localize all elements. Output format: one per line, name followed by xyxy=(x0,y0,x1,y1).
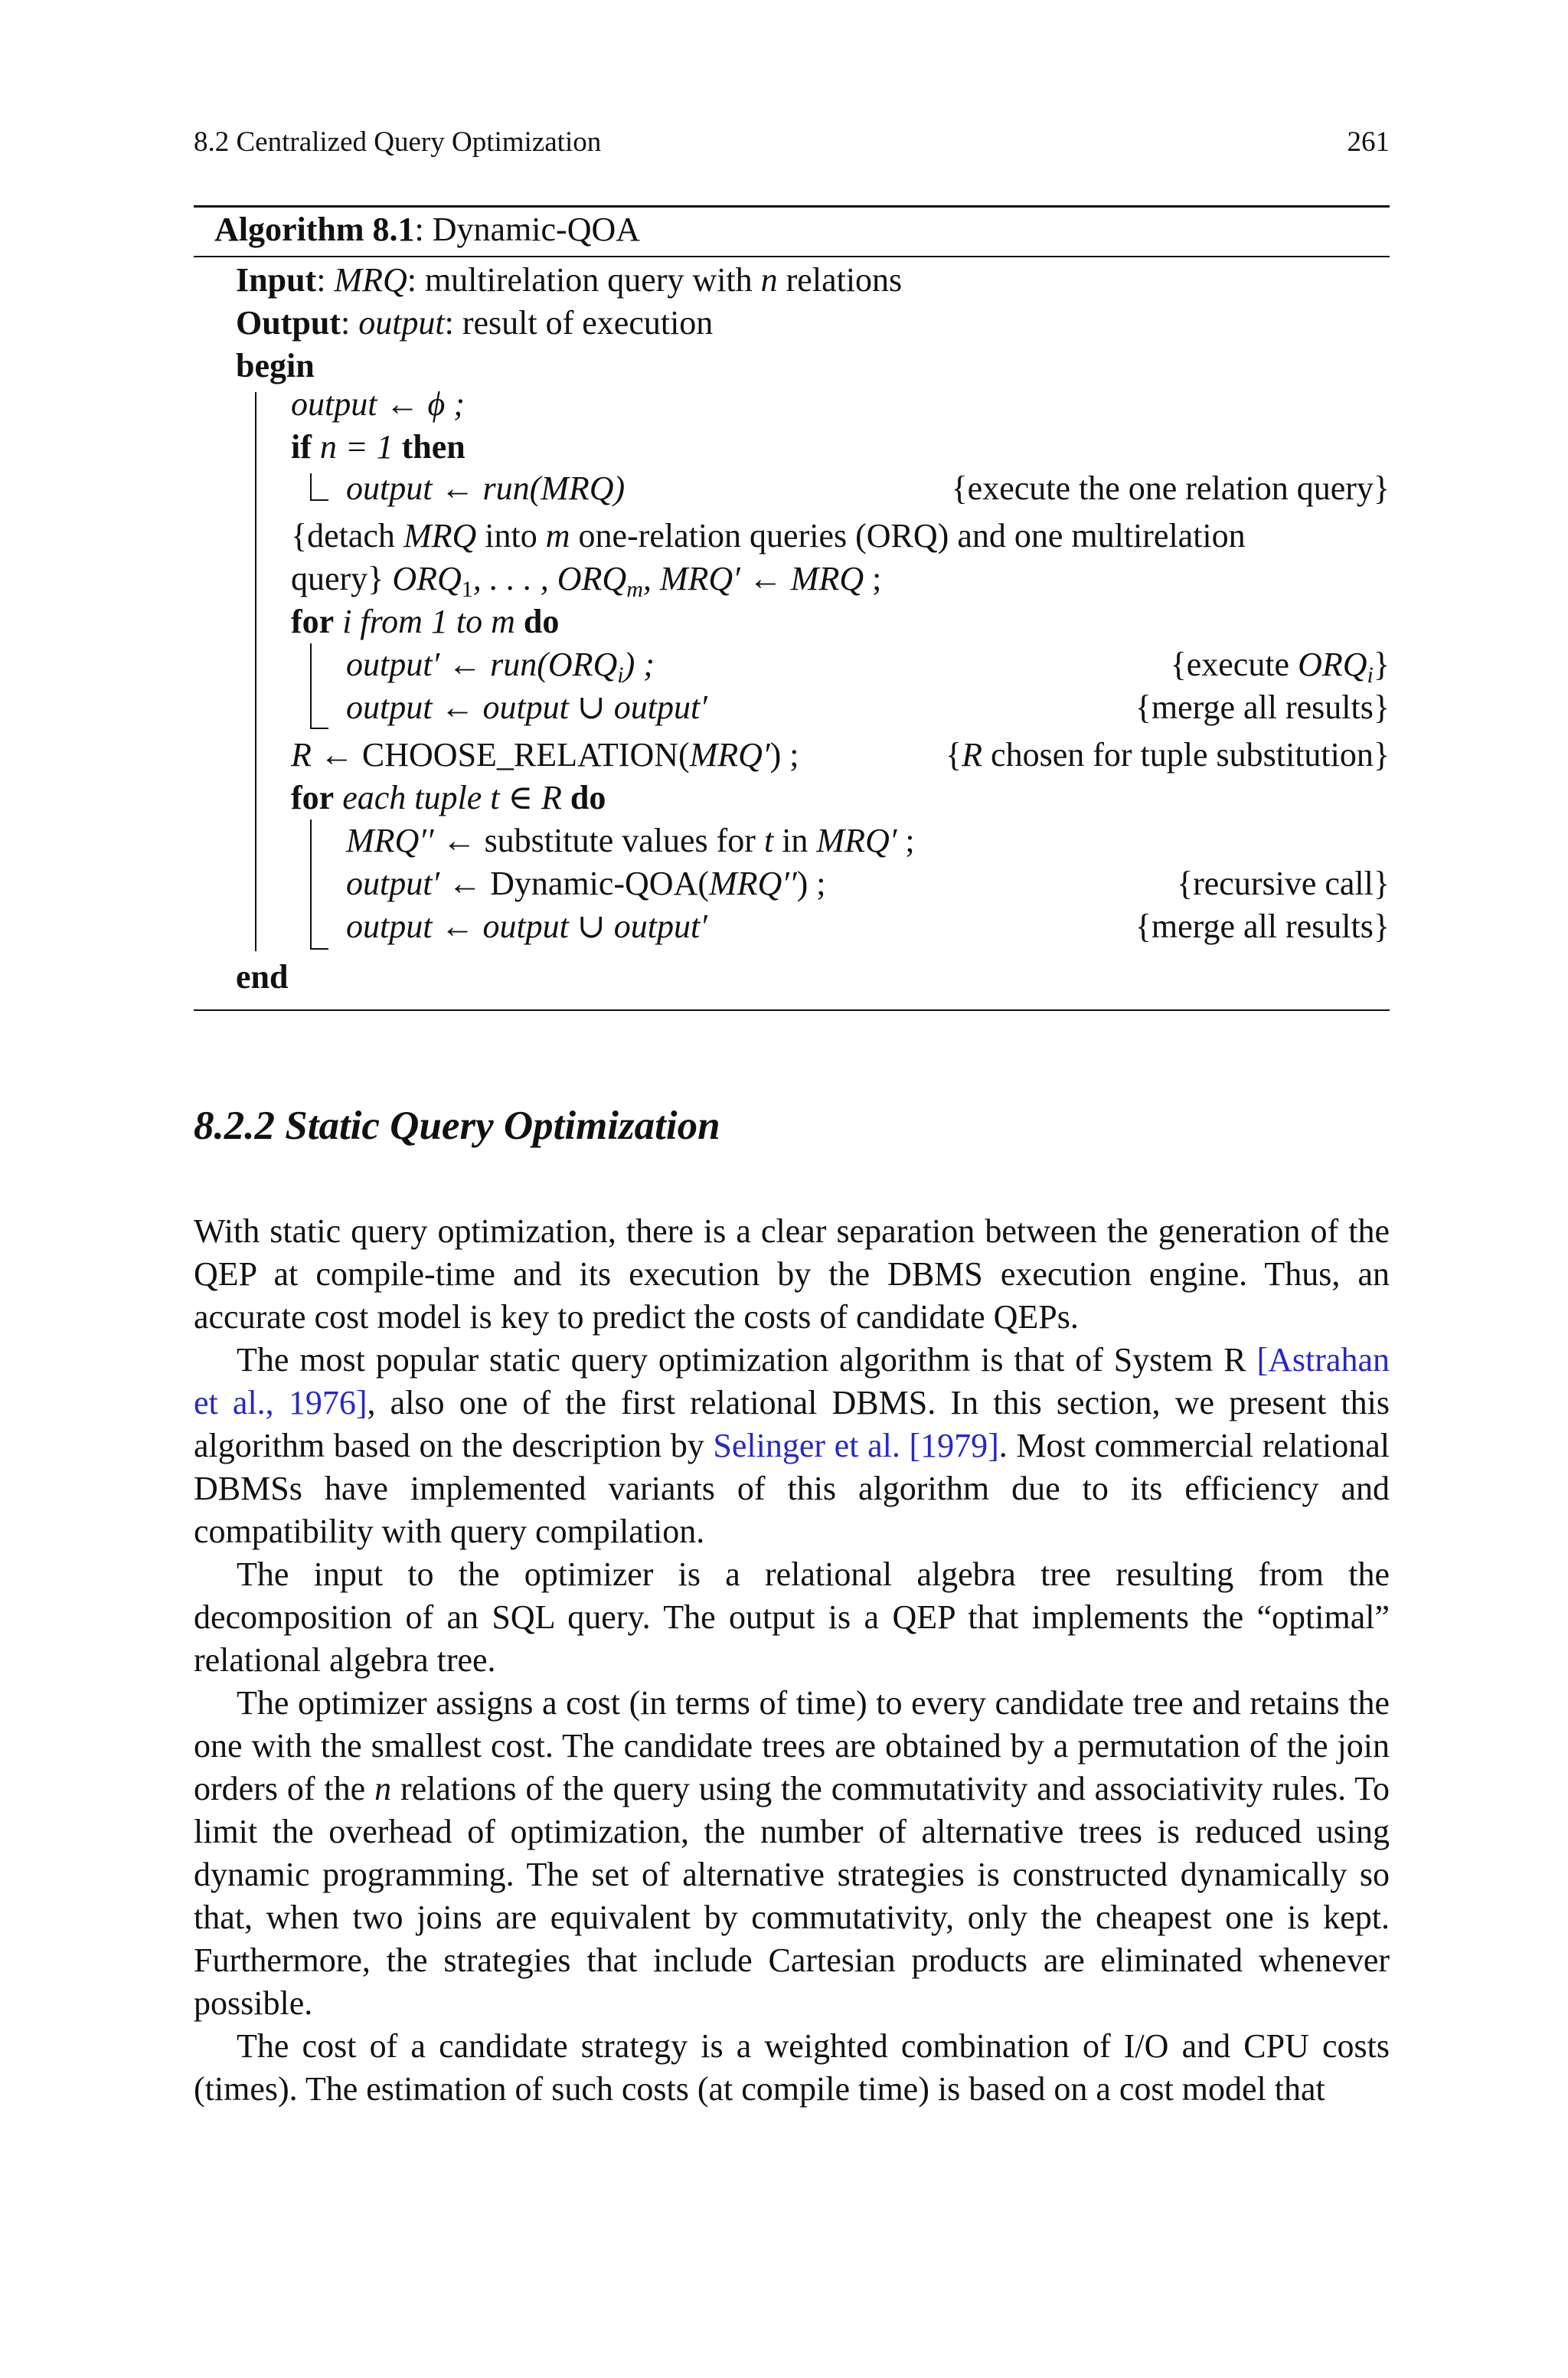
page-number: 261 xyxy=(1347,126,1390,158)
choose-arg: MRQ′ xyxy=(689,736,770,774)
comment-choose xyxy=(946,734,1390,777)
algorithm-line-merge-1: output ← output ∪ output′ xyxy=(346,689,707,726)
run-orq-close: ) ; xyxy=(623,646,655,683)
choose-call: ← CHOOSE_RELATION( xyxy=(311,736,690,774)
semicolon: ; xyxy=(864,560,882,597)
if-condition: n = 1 xyxy=(311,428,402,466)
sub-mrq2: MRQ′′ xyxy=(346,822,434,859)
algorithm-line-run: output ← run(MRQ) xyxy=(346,469,626,507)
input-var: MRQ xyxy=(334,261,407,299)
detach-m: m xyxy=(545,517,570,554)
algorithm-line-recursive xyxy=(346,862,825,905)
comment-choose-text: chosen for tuple substitution} xyxy=(982,736,1390,774)
section-heading: 8.2.2 Static Query Optimization xyxy=(194,1104,720,1148)
algorithm-for-line-2 xyxy=(291,777,606,819)
for-keyword: for xyxy=(291,603,335,640)
algorithm-line-init: output ← ϕ ; xyxy=(291,385,465,423)
paragraph-1: With static query optimization, there is a clear separation between the generation of the QEP at compile-time and its execution by the DBMS execution engine. Thus, an accurate cost model is key to predict the costs of candidate QEPs. xyxy=(194,1212,1390,1336)
sub-mrq1: MRQ′ xyxy=(816,822,897,859)
detach-text: {detach xyxy=(291,517,403,554)
sub-in: in xyxy=(773,822,817,859)
if-keyword: if xyxy=(291,428,312,466)
comment-orq-sub: i xyxy=(1367,662,1374,688)
for-range: i from 1 to m xyxy=(334,603,524,640)
if-block-bracket xyxy=(310,473,312,501)
output-keyword: Output xyxy=(236,304,341,342)
for-block-bracket-1-foot xyxy=(310,728,328,729)
algorithm-line-merge-2: output ← output ∪ output′ xyxy=(346,908,707,945)
if-block-bracket-foot xyxy=(310,499,328,501)
mrq-assign: , MRQ′ ← MRQ xyxy=(642,560,864,597)
algorithm-input-line: Input: MRQ: multirelation query with n relations xyxy=(236,261,903,299)
choose-close: ) ; xyxy=(769,736,799,774)
input-keyword: Input xyxy=(236,261,317,299)
for-block-bracket-2-foot xyxy=(310,948,328,950)
comment-orq: ORQ xyxy=(1298,646,1367,683)
orq-range: , . . . , ORQ xyxy=(472,560,627,597)
rec-output: output′ xyxy=(346,865,440,902)
for-block-bracket-2 xyxy=(310,819,312,950)
input-n: n xyxy=(760,261,778,299)
detach-rest: one-relation queries (ORQ) and one multirelation xyxy=(570,517,1246,554)
sub-t: t xyxy=(763,822,774,859)
paragraph-4 xyxy=(194,1682,1390,2025)
p2-text-c: . Most commercial relational DBMSs have implemented variants of this algorithm due to its efficiency and compatibility with query compilation. xyxy=(194,1427,1390,1550)
run-orq-sub: i xyxy=(617,662,624,688)
for-block-bracket-1 xyxy=(310,643,312,729)
algorithm-choose-line xyxy=(291,734,799,777)
rec-close: ) ; xyxy=(796,865,826,902)
paragraph-3: The input to the optimizer is a relational algebra tree resulting from the decomposition of an SQL query. The output is a QEP that implements the “optimal” relational algebra tree. xyxy=(194,1555,1390,1679)
algorithm-detach-line-1 xyxy=(291,515,1246,558)
algorithm-caption xyxy=(214,208,640,251)
p4-n: n xyxy=(374,1770,392,1807)
citation-selinger[interactable]: Selinger et al. [1979] xyxy=(713,1427,999,1464)
paragraph-5: The cost of a candidate strategy is a weighted combination of I/O and CPU costs (times). The estimation of such costs (at compile time) is based on a cost model that xyxy=(194,2027,1390,2108)
output-var: output xyxy=(358,304,445,342)
then-keyword: then xyxy=(401,428,466,466)
comment-choose-r: R xyxy=(962,736,983,774)
input-text: : multirelation query with xyxy=(407,261,761,299)
run-orq-text: output′ ← run(ORQ xyxy=(346,646,618,683)
orq-sub-1: 1 xyxy=(461,577,473,602)
do-keyword: do xyxy=(523,603,560,640)
p2-text-b: , also one of the first relational DBMS. In this section, we present this algorithm based on the description by xyxy=(194,1384,1390,1464)
for-keyword-2: for xyxy=(291,779,335,816)
algorithm-if-line xyxy=(291,426,466,469)
algorithm-output-line: Output: output: result of execution xyxy=(236,304,714,342)
detach-query: query} xyxy=(291,560,393,597)
detach-mrq: MRQ xyxy=(403,517,477,554)
p2-text-a: The most popular static query optimization algorithm is that of System R xyxy=(237,1341,1257,1379)
comment-choose-open: { xyxy=(946,736,962,774)
orq-sub-m: m xyxy=(626,577,643,602)
comment-recursive: {recursive call} xyxy=(1177,865,1390,902)
end-keyword: end xyxy=(236,958,289,996)
p4-text-b: relations of the query using the commutativity and associativity rules. To limit the overhead of optimization, the number of alternative trees is reduced using dynamic programming. The set of alternative strategies is constructed dynamically so that, when two joins are equivalent by commutativity, only the cheapest one is kept. Furthermore, the strategies that include Cartesian products are eliminated whenever possible. xyxy=(194,1770,1390,2022)
algorithm-caption-rule xyxy=(194,256,1390,257)
p4-text-a: The optimizer assigns a cost (in terms of time) to every candidate tree and retains the one with the smallest cost. The candidate trees are obtained by a permutation of the join orders of the xyxy=(194,1684,1390,1807)
algorithm-top-rule xyxy=(194,205,1390,208)
paragraph-2 xyxy=(194,1339,1390,1553)
algorithm-name: : Dynamic-QOA xyxy=(414,211,641,248)
algorithm-bottom-rule xyxy=(194,1009,1390,1011)
comment-merge-1: {merge all results} xyxy=(1135,689,1390,726)
body-text xyxy=(194,1210,1390,2111)
for-range-2: each tuple t ∈ R xyxy=(334,779,570,816)
algorithm-label: Algorithm 8.1 xyxy=(214,211,415,248)
begin-block-bracket xyxy=(255,392,256,951)
detach-into: into xyxy=(476,517,546,554)
orq-var: ORQ xyxy=(392,560,462,597)
sub-text: ← substitute values for xyxy=(433,822,764,859)
citation-astrahan[interactable]: [Astrahan et al., 1976] xyxy=(194,1341,1390,1421)
algorithm-line-substitute xyxy=(346,819,915,862)
input-tail: relations xyxy=(777,261,903,299)
choose-r: R xyxy=(291,736,312,774)
running-title: 8.2 Centralized Query Optimization xyxy=(194,126,602,158)
comment-close: } xyxy=(1373,646,1390,683)
comment-one-relation: {execute the one relation query} xyxy=(951,469,1390,507)
comment-execute-text: {execute xyxy=(1170,646,1298,683)
do-keyword-2: do xyxy=(570,779,606,816)
algorithm-for-line-1 xyxy=(291,600,559,643)
output-text: : result of execution xyxy=(444,304,714,342)
begin-keyword: begin xyxy=(236,347,315,384)
rec-call: ← Dynamic-QOA( xyxy=(439,865,709,902)
sub-semicolon: ; xyxy=(897,822,915,859)
comment-merge-2: {merge all results} xyxy=(1135,908,1390,945)
rec-arg: MRQ′′ xyxy=(709,865,797,902)
